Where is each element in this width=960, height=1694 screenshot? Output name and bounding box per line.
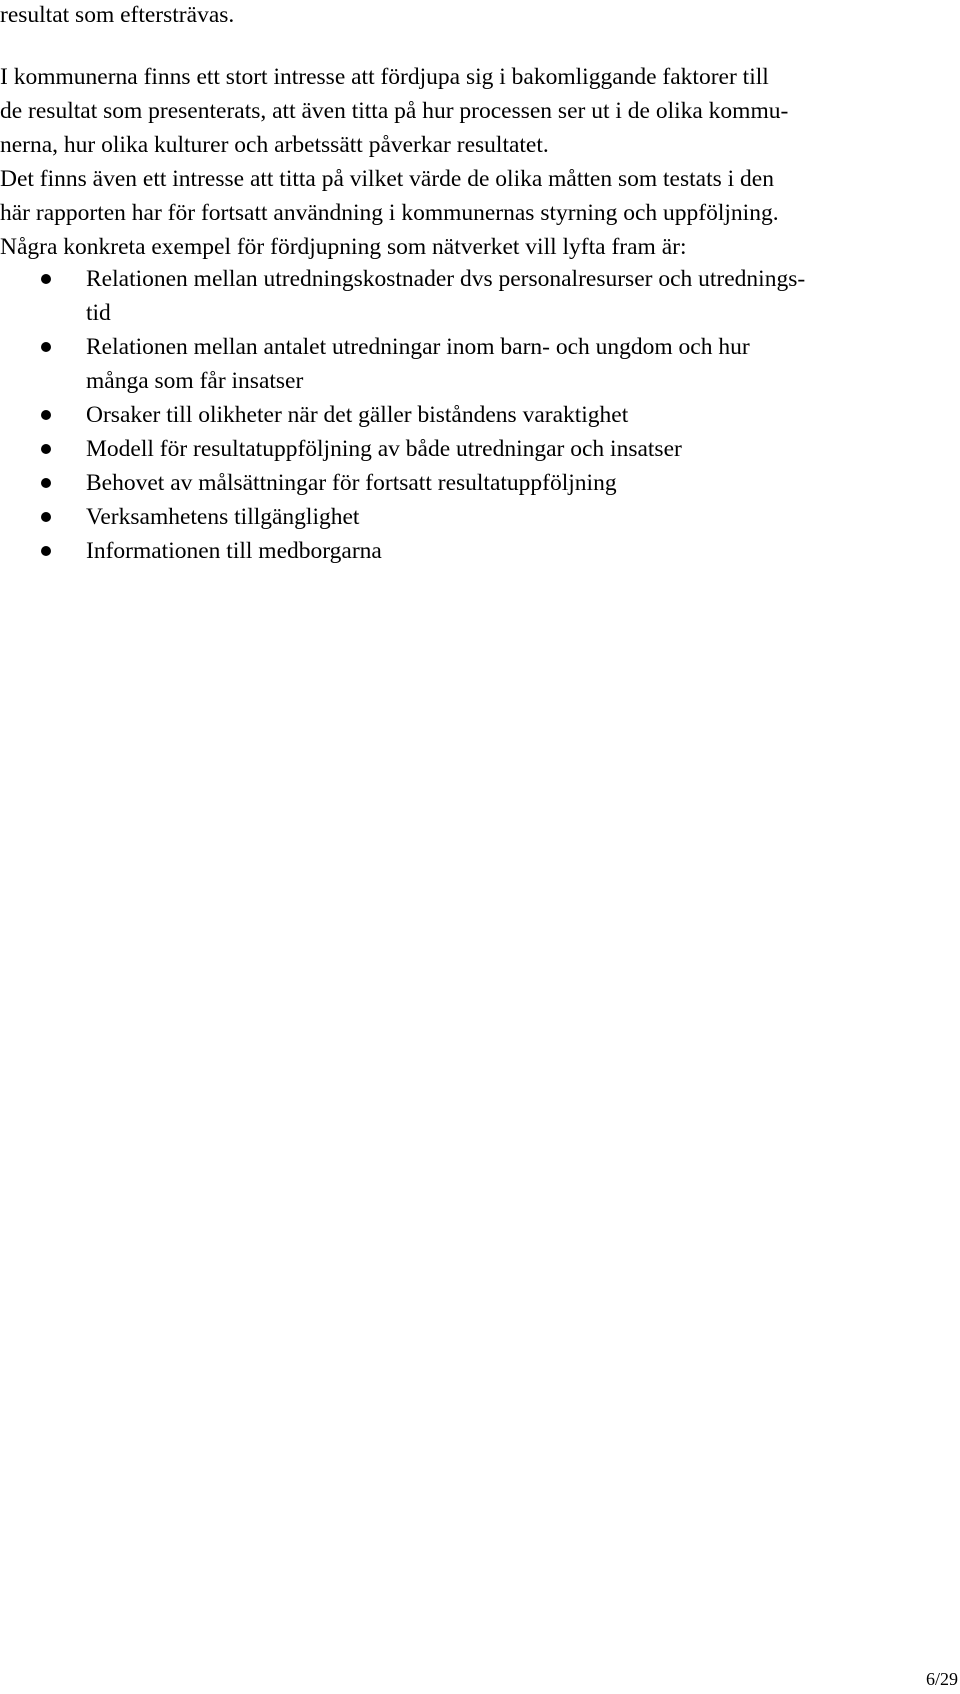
bullet-icon [41,342,51,352]
list-item-text: Verksamhetens tillgänglighet [86,504,360,530]
bullet-icon [41,444,51,454]
list-item-text: Relationen mellan antalet utredningar inom barn- och ungdom och hur [86,334,750,360]
bullet-list [0,262,940,568]
list-item-text: Orsaker till olikheter när det gäller biståndens varaktighet [86,402,629,428]
body-paragraph [0,60,940,264]
bullet-icon [41,274,51,284]
page-number: 6/29 [925,1669,958,1689]
list-item [0,466,940,500]
list-item [0,262,940,330]
text-line: Det finns även ett intresse att titta på vilket värde de olika måtten som testats i den [0,166,774,192]
text-line: de resultat som presenterats, att även titta på hur processen ser ut i de olika kommu- [0,98,789,124]
list-item [0,330,940,398]
text-line: I kommunerna finns ett stort intresse att fördjupa sig i bakomliggande faktorer till [0,64,769,90]
list-item [0,432,940,466]
text-line: nerna, hur olika kulturer och arbetssätt påverkar resultatet. [0,132,549,158]
list-item-text: Relationen mellan utredningskostnader dvs personalresurser och utrednings- [86,266,806,292]
bullet-icon [41,512,51,522]
list-item-text: Behovet av målsättningar för fortsatt resultatuppföljning [86,470,617,496]
list-item-text: många som får insatser [86,368,304,394]
list-item-text: Informationen till medborgarna [86,538,382,564]
bullet-icon [41,410,51,420]
continued-text-line [0,0,940,32]
bullet-icon [41,478,51,488]
text-line: Några konkreta exempel för fördjupning som nätverket vill lyfta fram är: [0,234,687,260]
list-item [0,398,940,432]
list-item-text: tid [86,300,111,326]
text-line: resultat som eftersträvas. [0,2,235,28]
text-line: här rapporten har för fortsatt användning i kommunernas styrning och uppföljning. [0,200,779,226]
bullet-icon [41,546,51,556]
list-item [0,500,940,534]
list-item [0,534,940,568]
list-item-text: Modell för resultatuppföljning av både utredningar och insatser [86,436,682,462]
